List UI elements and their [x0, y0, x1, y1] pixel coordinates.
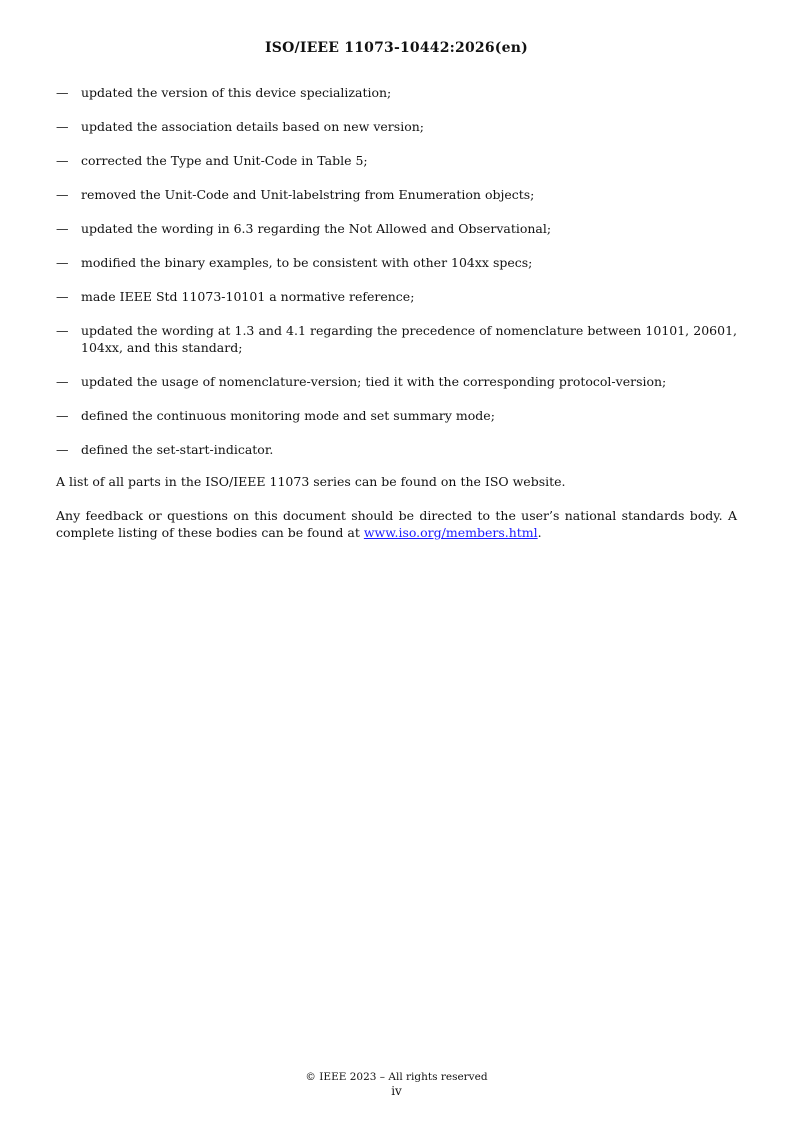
list-item-text: defined the continuous monitoring mode and set summary mode;: [81, 408, 495, 423]
dash-marker: —: [56, 323, 69, 338]
dash-marker: —: [56, 289, 69, 304]
feedback-end: .: [537, 525, 542, 540]
list-item-text: made IEEE Std 11073-10101 a normative reference;: [81, 289, 415, 304]
list-item: [56, 84, 737, 101]
document-header: ISO/IEEE 11073-10442:2026(en): [265, 40, 528, 56]
list-item: [56, 254, 737, 271]
list-item-text: corrected the Type and Unit-Code in Table 5;: [81, 153, 368, 168]
dash-marker: —: [56, 221, 69, 236]
feedback-paragraph: [56, 507, 737, 541]
dash-marker: —: [56, 255, 69, 270]
dash-marker: —: [56, 153, 69, 168]
list-item: [56, 220, 737, 237]
dash-marker: —: [56, 374, 69, 389]
change-list: [56, 84, 737, 458]
list-item: [56, 288, 737, 305]
dash-marker: —: [56, 187, 69, 202]
list-item-text: removed the Unit-Code and Unit-labelstring from Enumeration objects;: [81, 187, 535, 202]
iso-members-link[interactable]: www.iso.org/members.html: [363, 525, 538, 540]
list-item: [56, 373, 737, 390]
dash-marker: —: [56, 85, 69, 100]
list-item-text: updated the association details based on new version;: [81, 119, 424, 134]
dash-marker: —: [56, 442, 69, 457]
list-item-text: updated the version of this device specialization;: [81, 85, 392, 100]
list-item-text: updated the usage of nomenclature-version; tied it with the corresponding protocol-version;: [81, 374, 667, 389]
list-item: [56, 322, 737, 356]
list-item: [56, 407, 737, 424]
list-item: [56, 186, 737, 203]
feedback-text: Any feedback or questions on this document should be directed to the user’s national standards body. A complete listing of these bodies can be found at: [56, 508, 737, 540]
list-item-text: modified the binary examples, to be consistent with other 104xx specs;: [81, 255, 533, 270]
list-item: [56, 441, 737, 458]
list-item-text: updated the wording in 6.3 regarding the Not Allowed and Observational;: [81, 221, 552, 236]
list-item: [56, 152, 737, 169]
series-note-paragraph: A list of all parts in the ISO/IEEE 11073 series can be found on the ISO website.: [56, 474, 566, 489]
list-item-text: defined the set-start-indicator.: [81, 442, 274, 457]
copyright-notice: © IEEE 2023 – All rights reserved: [305, 1071, 488, 1083]
list-item-text: updated the wording at 1.3 and 4.1 regarding the precedence of nomenclature between 10101, 20601, 104xx, and this standard;: [81, 323, 737, 355]
document-body: [56, 84, 737, 558]
list-item: [56, 118, 737, 135]
dash-marker: —: [56, 119, 69, 134]
page-number: iv: [391, 1084, 402, 1098]
dash-marker: —: [56, 408, 69, 423]
page-footer: [0, 1070, 793, 1098]
